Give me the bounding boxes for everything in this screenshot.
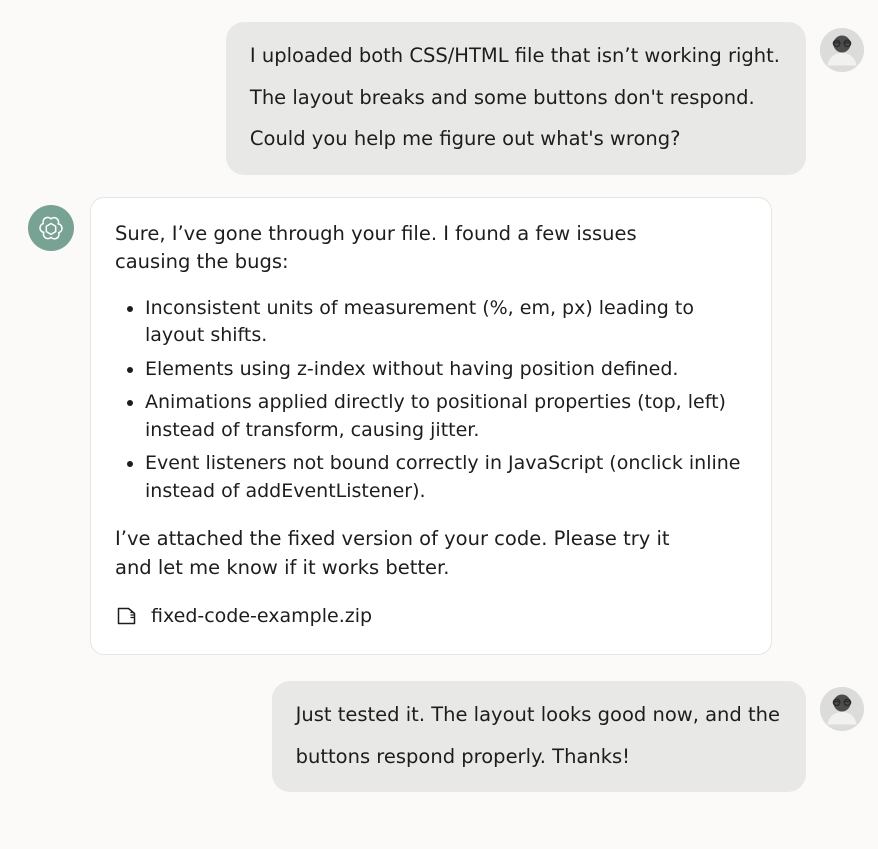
- list-item: • Inconsistent units of measurement (%, em, px) leading to layout shifts.: [145, 295, 745, 350]
- assistant-closing-line: and let me know if it works better.: [115, 555, 450, 579]
- zip-file-icon: [115, 604, 139, 628]
- user-message-line: I uploaded both CSS/HTML file that isn’t working right.: [249, 44, 780, 67]
- user-message-bubble: [226, 22, 806, 175]
- assistant-intro-line: Sure, I’ve gone through your file. I found a few issues: [115, 222, 637, 246]
- list-item: • Elements using z-index without having position defined.: [145, 356, 745, 384]
- user-message-line: buttons respond properly. Thanks!: [295, 744, 631, 768]
- message-row-user-first: [0, 22, 878, 175]
- assistant-message-bubble: [90, 197, 772, 655]
- assistant-closing-line: I’ve attached the fixed version of your code. Please try it: [115, 527, 670, 551]
- user-message-line: Could you help me figure out what's wrong?: [249, 127, 681, 151]
- attachment-item[interactable]: [115, 604, 745, 628]
- user-message-line: The layout breaks and some buttons don't respond.: [249, 85, 755, 109]
- message-row-user-second: [0, 681, 878, 792]
- user-message-line: Just tested it. The layout looks good now, and the: [295, 702, 780, 726]
- list-item: • Event listeners not bound correctly in JavaScript (onclick inline instead of addEventListener).: [145, 450, 745, 505]
- attachment-file-name: fixed-code-example.zip: [151, 604, 373, 627]
- user-avatar: [820, 28, 864, 72]
- user-avatar: [820, 687, 864, 731]
- list-item: • Animations applied directly to positional properties (top, left) instead of transform, causing jitter.: [145, 389, 745, 444]
- user-message-bubble: [272, 681, 806, 792]
- openai-logo-icon: [28, 205, 74, 251]
- assistant-issue-list: [115, 295, 745, 506]
- assistant-intro-line: causing the bugs:: [115, 250, 289, 274]
- message-row-assistant: [0, 197, 878, 655]
